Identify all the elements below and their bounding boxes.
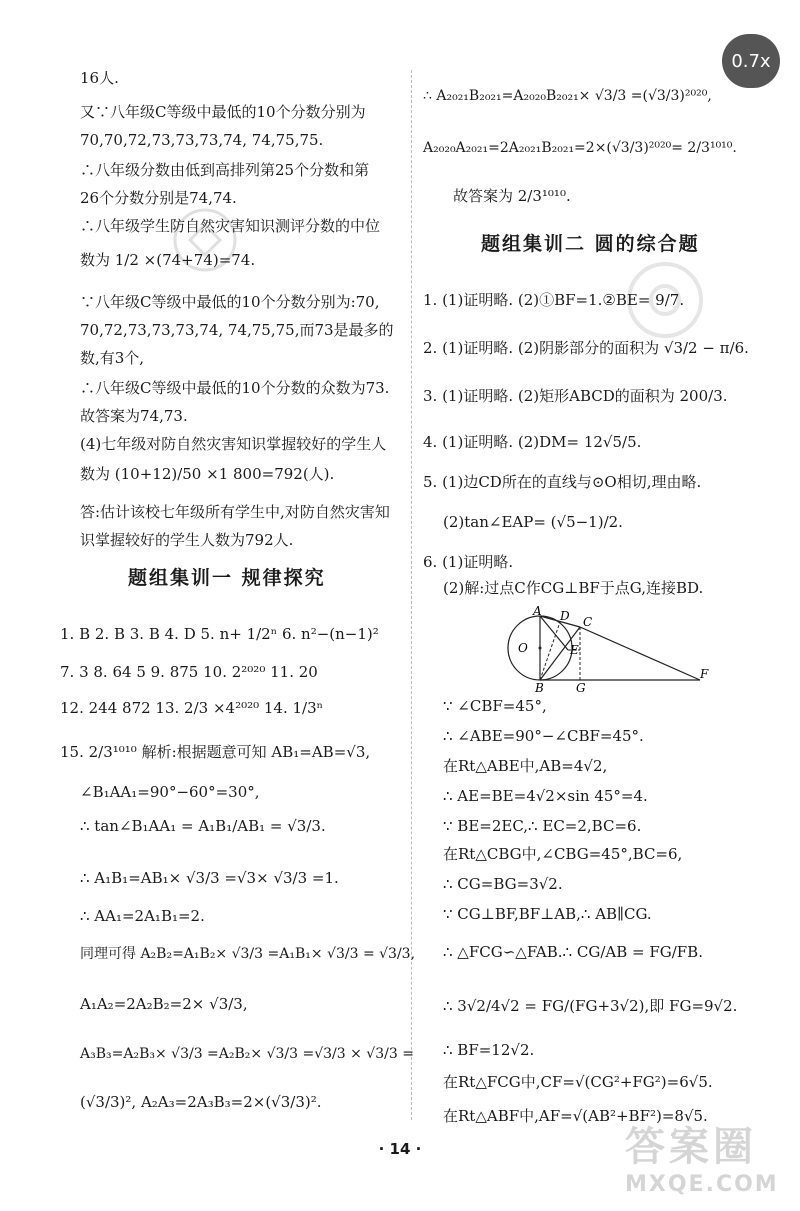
text-line: 在Rt△ABF中,AF=√(AB²+BF²)=8√5. xyxy=(443,1107,708,1125)
text-line: 数为 1/2 ×(74+74)=74. xyxy=(80,251,256,269)
text-line: ∴ tan∠B₁AA₁ = A₁B₁/AB₁ = √3/3. xyxy=(80,817,326,835)
text-line: A₃B₃=A₂B₃× √3/3 =A₂B₂× √3/3 =√3/3 × √3/3 = xyxy=(80,1046,414,1062)
point-label: O xyxy=(518,641,528,655)
point-label: A xyxy=(533,606,542,618)
page-number: · 14 · xyxy=(378,1140,422,1158)
text-line: (4)七年级对防自然灾害知识掌握较好的学生人 xyxy=(80,435,387,453)
text-line: 在Rt△FCG中,CF=√(CG²+FG²)=6√5. xyxy=(443,1073,713,1091)
text-line: ∴ BF=12√2. xyxy=(443,1041,535,1059)
answer-line: (2)tan∠EAP= (√5−1)/2. xyxy=(443,513,623,531)
text-line: 数为 (10+12)/50 ×1 800=792(人). xyxy=(80,465,335,483)
circle-geometry-figure xyxy=(500,606,710,692)
text-line: 在Rt△ABE中,AB=4√2, xyxy=(443,757,608,775)
text-line: ∴ AA₁=2A₁B₁=2. xyxy=(80,907,205,925)
text-line: A₂₀₂₀A₂₀₂₁=2A₂₀₂₁B₂₀₂₁=2×(√3/3)²⁰²⁰= 2/3¹⁰¹⁰. xyxy=(423,140,737,156)
answer-line: 6. (1)证明略. xyxy=(423,553,514,571)
text-line: 70,72,73,73,73,74, 74,75,75,而73是最多的 xyxy=(80,321,394,339)
text-line: ∴ CG=BG=3√2. xyxy=(443,875,563,893)
text-line: ∴八年级学生防自然灾害知识测评分数的中位 xyxy=(80,217,381,235)
text-line: ∵八年级C等级中最低的10个分数分别为:70, xyxy=(80,293,380,311)
text-line: 故答案为 2/3¹⁰¹⁰. xyxy=(453,187,571,205)
answer-line: 12. 244 872 13. 2/3 ×4²⁰²⁰ 14. 1/3ⁿ xyxy=(60,699,324,717)
answer-line: 2. (1)证明略. (2)阴影部分的面积为 √3/2 − π/6. xyxy=(423,339,749,357)
answer-line: 3. (1)证明略. (2)矩形ABCD的面积为 200/3. xyxy=(423,387,728,405)
watermark-stamp-icon xyxy=(165,200,275,290)
answer-line: 5. (1)边CD所在的直线与⊙O相切,理由略. xyxy=(423,473,702,491)
text-line: ∴ AE=BE=4√2×sin 45°=4. xyxy=(443,787,648,805)
point-label: C xyxy=(583,615,593,629)
text-line: ∠B₁AA₁=90°−60°=30°, xyxy=(80,783,260,801)
text-line: 26个分数分别是74,74. xyxy=(80,189,237,207)
section-heading: 题组集训一 规律探究 xyxy=(128,567,326,589)
text-line: ∴ A₁B₁=AB₁× √3/3 =√3× √3/3 =1. xyxy=(80,869,339,887)
text-line: 数,有3个, xyxy=(80,349,145,367)
text-line: ∵ ∠CBF=45°, xyxy=(443,697,547,715)
text-line: 在Rt△CBG中,∠CBG=45°,BC=6, xyxy=(443,845,683,863)
text-line: ∴ △FCG∽△FAB.∴ CG/AB = FG/FB. xyxy=(443,943,703,961)
text-line: 70,70,72,73,73,73,74, 74,75,75. xyxy=(80,131,324,149)
text-line: 16人. xyxy=(80,69,119,87)
text-line: ∵ CG⊥BF,BF⊥AB,∴ AB∥CG. xyxy=(443,905,652,923)
text-line: ∴八年级分数由低到高排列第25个分数和第 xyxy=(80,161,370,179)
watermark-logo: 答案圈 MXQE.COM xyxy=(625,1124,779,1197)
point-label: B xyxy=(535,681,544,692)
section-heading: 题组集训二 圆的综合题 xyxy=(481,233,700,255)
text-line: A₁A₂=2A₂B₂=2× √3/3, xyxy=(80,995,248,1013)
point-label: E xyxy=(570,643,579,657)
text-line: 答:估计该校七年级所有学生中,对防自然灾害知 xyxy=(80,503,390,521)
answer-line: 7. 3 8. 64 5 9. 875 10. 2²⁰²⁰ 11. 20 xyxy=(60,663,318,681)
point-label: G xyxy=(576,681,586,692)
point-label: F xyxy=(700,667,709,681)
playback-speed-badge[interactable]: 0.7x xyxy=(722,34,780,88)
text-line: (2)解:过点C作CG⊥BF于点G,连接BD. xyxy=(443,579,704,597)
answer-line: 4. (1)证明略. (2)DM= 12√5/5. xyxy=(423,433,642,451)
text-line: ∵ BE=2EC,∴ EC=2,BC=6. xyxy=(443,817,642,835)
text-line: ∴ ∠ABE=90°−∠CBF=45°. xyxy=(443,727,644,745)
answer-line: 15. 2/3¹⁰¹⁰ 解析:根据题意可知 AB₁=AB=√3, xyxy=(60,743,371,761)
text-line: 故答案为74,73. xyxy=(80,407,188,425)
text-line: 同理可得 A₂B₂=A₁B₂× √3/3 =A₁B₁× √3/3 = √3/3, xyxy=(80,946,416,962)
point-label: D xyxy=(560,609,570,623)
text-line: ∴ 3√2/4√2 = FG/(FG+3√2),即 FG=9√2. xyxy=(443,997,738,1015)
text-line: 识掌握较好的学生人数为792人. xyxy=(80,531,294,549)
answer-line: 1. B 2. B 3. B 4. D 5. n+ 1/2ⁿ 6. n²−(n−1)² xyxy=(60,625,379,643)
text-line: ∴ A₂₀₂₁B₂₀₂₁=A₂₀₂₀B₂₀₂₁× √3/3 =(√3/3)²⁰²⁰, xyxy=(423,88,712,104)
text-line: (√3/3)², A₂A₃=2A₃B₃=2×(√3/3)². xyxy=(80,1093,322,1111)
text-line: 又∵八年级C等级中最低的10个分数分别为 xyxy=(80,103,366,121)
text-line: ∴八年级C等级中最低的10个分数的众数为73. xyxy=(80,379,390,397)
answer-line: 1. (1)证明略. (2)①BF=1.②BE= 9/7. xyxy=(423,291,685,309)
